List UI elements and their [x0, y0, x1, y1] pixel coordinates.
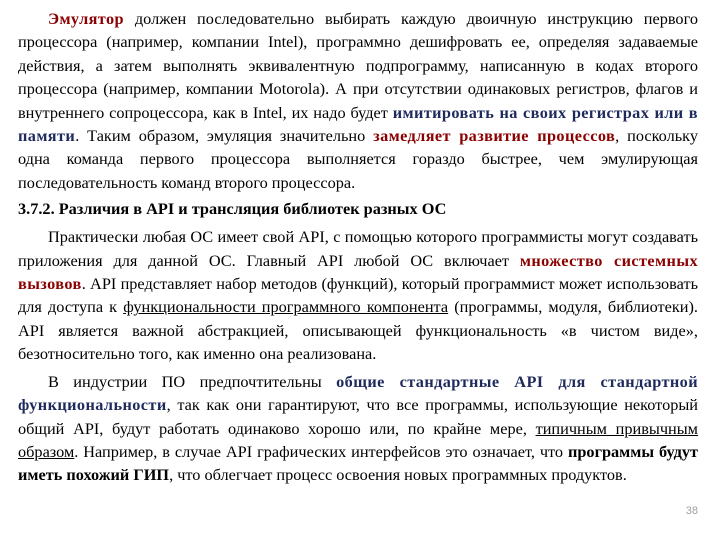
highlight-standard-api: общие стандартные API для стандартной функциональности — [18, 371, 698, 415]
text-run: Практически любая ОС имеет свой API, с помощью которого программисты могут создавать приложения для данной ОС. Главный API любой ОС включает — [18, 227, 698, 270]
page-number: 38 — [685, 505, 698, 517]
highlight-imitate: имитировать на своих регистрах или в памяти — [18, 102, 698, 146]
highlight-slowdown: замедляет развитие процессов — [373, 126, 616, 146]
text-run: . Например, в случае API графических интерфейсов это означает, что — [74, 441, 568, 461]
text-run: , так как они гарантируют, что все программы, использующие некоторый общий API, будут работать одинаково хорошо или, по крайне мере, — [18, 395, 698, 438]
text-run: В индустрии ПО предпочтительны — [48, 371, 337, 391]
paragraph-api — [18, 225, 698, 365]
underlined-typical-way: типичным привычным образом — [18, 418, 698, 461]
text-run: (программы, модуля, библиотеки). API является важной абстракцией, описывающей функциональность «в чистом виде», безотносительно того, как именно она реализована. — [18, 297, 699, 364]
text-run: , что облегчает процесс освоения новых программных продуктов. — [169, 465, 627, 485]
text-run: . Таким образом, эмуляция значительно — [75, 126, 374, 146]
text-run: . API представляет набор методов (функций), который программист может использовать для доступа к — [18, 274, 698, 317]
term-emulator: Эмулятор — [48, 9, 124, 28]
paragraph-emulator — [18, 7, 698, 194]
highlight-syscalls: множество системных вызовов — [18, 250, 698, 294]
bold-similar-gui: программы будут иметь похожий ГИП — [18, 441, 698, 485]
section-heading: 3.7.2. Различия в API и трансляция библиотек разных ОС — [18, 199, 447, 219]
underlined-functionality: функциональности программного компонента — [123, 297, 449, 317]
paragraph-standard-api — [18, 370, 698, 487]
text-run: , поскольку одна команда первого процессора выполняется гораздо быстрее, чем эмулирующая последовательность команд второго процессора. — [18, 126, 698, 192]
text-run: должен последовательно выбирать каждую двоичную инструкцию первого процессора (например, компании Intel), программно дешифровать ее, определяя задаваемые действия, а затем выполнять эквивалентную подпрограмму, написанную в кодах второго процессора (например, компании Motorola). А при отсутствии одинаковых регистров, флагов и внутреннего сопроцессора, как в Intel, их надо будет — [18, 9, 698, 122]
slide-body — [18, 7, 698, 487]
